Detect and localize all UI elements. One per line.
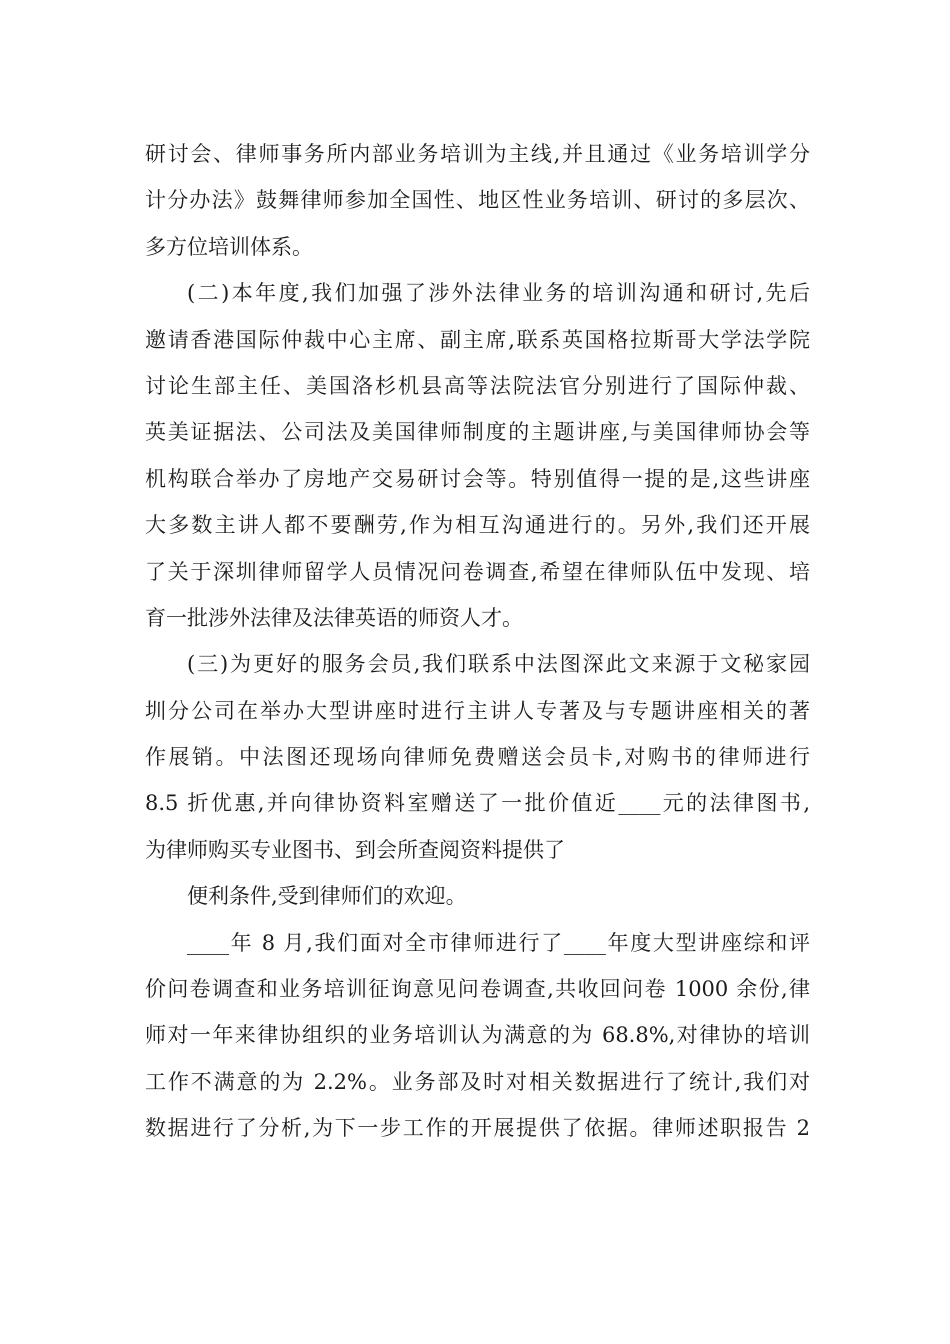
text-line: ____年 8 月,我们面对全市律师进行了____年度大型讲座综和评 xyxy=(187,930,810,955)
paragraph xyxy=(145,131,810,270)
text-line: 讨论生部主任、美国洛杉机县高等法院法官分别进行了国际仲裁、 xyxy=(145,373,810,398)
text-line: 英美证据法、公司法及美国律师制度的主题讲座,与美国律师协会等 xyxy=(145,420,810,445)
text-line: 邀请香港国际仲裁中心主席、副主席,联系英国格拉斯哥大学法学院 xyxy=(145,327,810,352)
paragraph xyxy=(145,920,810,1152)
paragraph xyxy=(145,873,810,919)
text-line: 便利条件,受到律师们的欢迎。 xyxy=(187,884,467,909)
text-line: 研讨会、律师事务所内部业务培训为主线,并且通过《业务培训学分 xyxy=(145,142,810,166)
paragraph xyxy=(145,270,810,641)
text-line: 价问卷调查和业务培训征询意见问卷调查,共收回问卷 1000 余份,律 xyxy=(145,977,810,1002)
text-line: 8.5 折优惠,并向律协资料室赠送了一批价值近____元的法律图书, xyxy=(145,791,810,816)
text-line: (三)为更好的服务会员,我们联系中法图深此文来源于文秘家园 xyxy=(187,652,810,677)
text-line: 师对一年来律协组织的业务培训认为满意的为 68.8%,对律协的培训 xyxy=(145,1023,810,1048)
text-line: 数据进行了分析,为下一步工作的开展提供了依据。律师述职报告 2 xyxy=(145,1116,810,1141)
text-line: 工作不满意的为 2.2%。业务部及时对相关数据进行了统计,我们对 xyxy=(145,1069,810,1094)
paragraph xyxy=(145,641,810,873)
text-line: 计分办法》鼓舞律师参加全国性、地区性业务培训、研讨的多层次、 xyxy=(145,188,810,213)
text-line: 为律师购买专业图书、到会所查阅资料提供了 xyxy=(145,837,565,862)
text-line: (二)本年度,我们加强了涉外法律业务的培训沟通和研讨,先后 xyxy=(187,281,810,306)
text-line: 机构联合举办了房地产交易研讨会等。特别值得一提的是,这些讲座 xyxy=(145,466,810,491)
text-line: 育一批涉外法律及法律英语的师资人才。 xyxy=(145,605,523,630)
document-body xyxy=(145,131,810,1152)
text-line: 大多数主讲人都不要酬劳,作为相互沟通进行的。另外,我们还开展 xyxy=(145,513,810,538)
text-line: 了关于深圳律师留学人员情况问卷调查,希望在律师队伍中发现、培 xyxy=(145,559,810,584)
text-line: 圳分公司在举办大型讲座时进行主讲人专著及与专题讲座相关的著 xyxy=(145,698,810,723)
text-line: 作展销。中法图还现场向律师免费赠送会员卡,对购书的律师进行 xyxy=(145,745,810,770)
text-line: 多方位培训体系。 xyxy=(145,234,313,259)
